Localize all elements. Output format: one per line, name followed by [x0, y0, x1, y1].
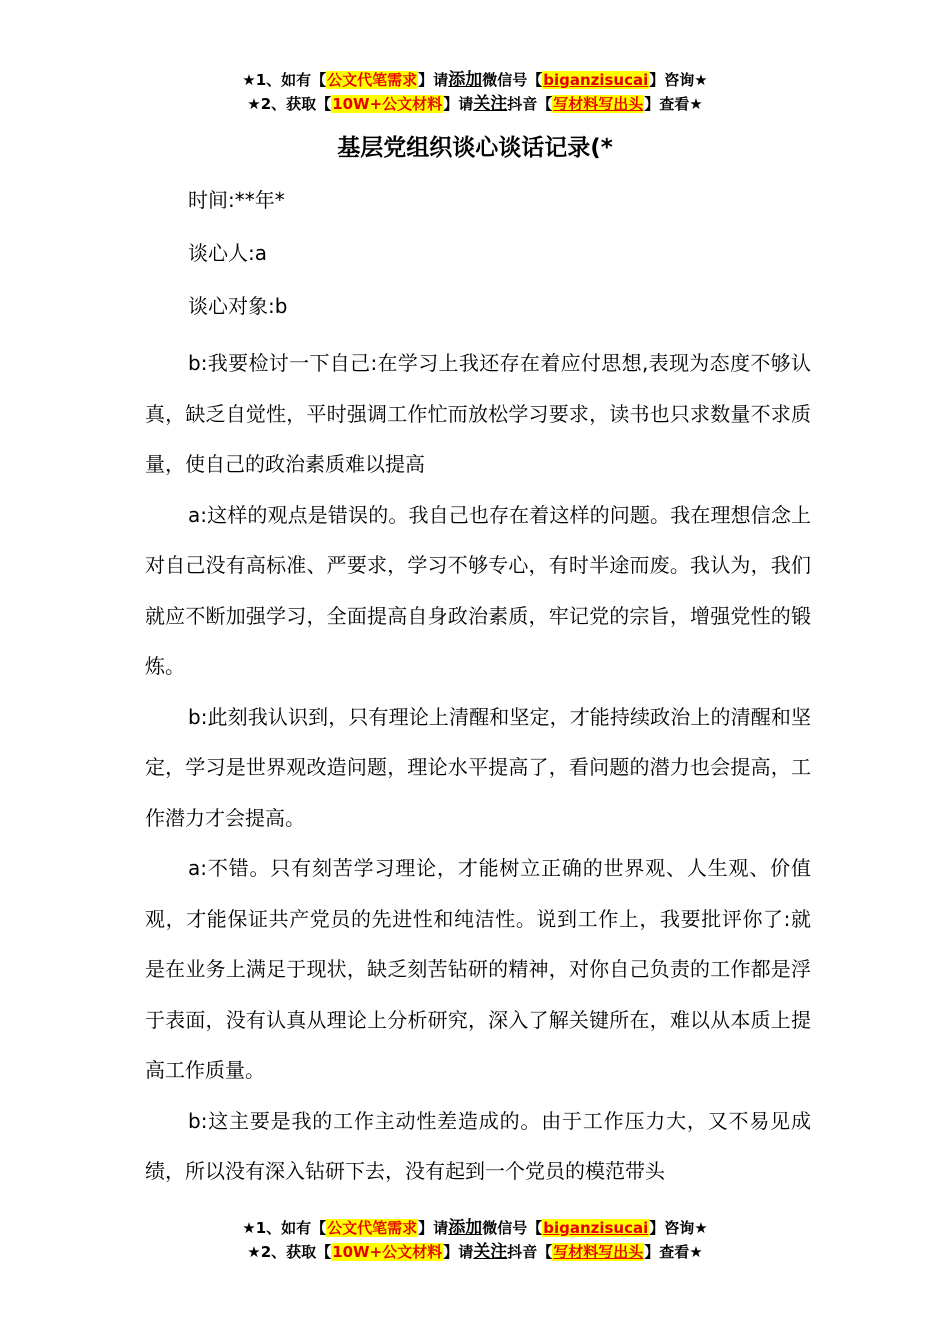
footer-banner	[0, 1216, 950, 1264]
meta-target: 谈心对象:b	[188, 294, 288, 318]
banner-text: 微信号【	[482, 71, 543, 89]
paragraph: a:这样的观点是错误的。我自己也存在着这样的问题。我在理想信念上对自己没有高标准、严要求，学习不够专心，有时半途而废。我认为，我们就应不断加强学习，全面提高自身政治素质，牢记党的宗旨，增强党性的锻炼。	[145, 502, 811, 678]
banner-emphasis: 添加	[448, 70, 483, 90]
paragraph: b:此刻我认识到，只有理论上清醒和坚定，才能持续政治上的清醒和坚定，学习是世界观改造问题，理论水平提高了，看问题的潜力也会提高，工作潜力才会提高。	[145, 704, 811, 830]
paragraph: b:我要检讨一下自己:在学习上我还存在着应付思想,表现为态度不够认真，缺乏自觉性，平时强调工作忙而放松学习要求，读书也只求数量不求质量，使自己的政治素质难以提高	[145, 351, 811, 476]
banner-text: ★1、如有【	[242, 71, 327, 89]
banner-line-2	[0, 92, 950, 116]
highlight-materials: 10W+公文材料	[332, 95, 443, 113]
banner-emphasis: 关注	[473, 1242, 508, 1262]
highlight-douyin-account: 写材料写出头	[553, 95, 644, 113]
banner-text: ★2、获取【	[247, 95, 332, 113]
highlight-service: 公文代笔需求	[327, 1219, 418, 1237]
banner-emphasis: 添加	[448, 1218, 483, 1238]
banner-emphasis: 关注	[473, 94, 508, 114]
header-banner	[0, 68, 950, 116]
banner-text: 】请	[418, 1219, 449, 1237]
paragraph: b:这主要是我的工作主动性差造成的。由于工作压力大，又不易见成绩，所以没有深入钻研下去，没有起到一个党员的模范带头	[145, 1108, 811, 1183]
banner-text: 】请	[418, 71, 449, 89]
highlight-service: 公文代笔需求	[327, 71, 418, 89]
banner-text: ★2、获取【	[247, 1243, 332, 1261]
document-body	[145, 338, 811, 1197]
banner-text: 抖音【	[507, 95, 553, 113]
banner-text: 】咨询★	[649, 71, 708, 89]
banner-text: 抖音【	[507, 1243, 553, 1261]
banner-text: 】请	[443, 95, 474, 113]
banner-text: 】咨询★	[649, 1219, 708, 1237]
highlight-wechat-id: biganzisucai	[543, 1219, 649, 1237]
meta-time: 时间:**年*	[188, 188, 285, 212]
document-title: 基层党组织谈心谈话记录(*	[337, 135, 613, 161]
highlight-wechat-id: biganzisucai	[543, 71, 649, 89]
highlight-materials: 10W+公文材料	[332, 1243, 443, 1261]
banner-text: 】查看★	[644, 1243, 703, 1261]
banner-text: 微信号【	[482, 1219, 543, 1237]
banner-text: 】请	[443, 1243, 474, 1261]
banner-line-1	[0, 1216, 950, 1240]
banner-line-1	[0, 68, 950, 92]
paragraph: a:不错。只有刻苦学习理论，才能树立正确的世界观、人生观、价值观，才能保证共产党员的先进性和纯洁性。说到工作上，我要批评你了:就是在业务上满足于现状，缺乏刻苦钻研的精神，对你自己负责的工作都是浮于表面，没有认真从理论上分析研究，深入了解关键所在，难以从本质上提高工作质量。	[145, 856, 811, 1082]
banner-text: 】查看★	[644, 95, 703, 113]
banner-text: ★1、如有【	[242, 1219, 327, 1237]
banner-line-2	[0, 1240, 950, 1264]
meta-speaker: 谈心人:a	[188, 241, 267, 265]
highlight-douyin-account: 写材料写出头	[553, 1243, 644, 1261]
